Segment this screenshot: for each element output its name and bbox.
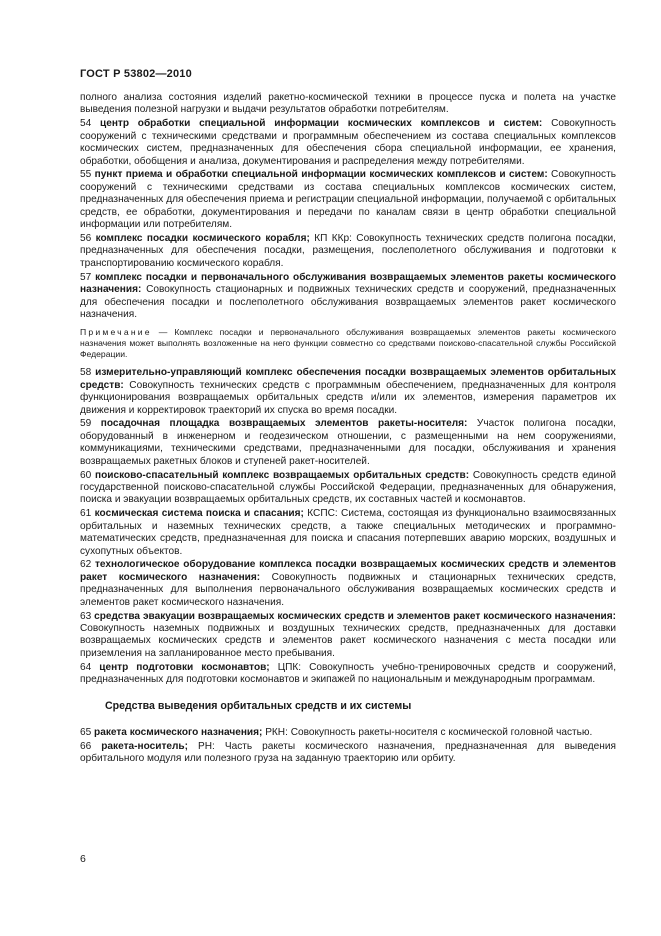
note-paragraph (80, 327, 616, 360)
term-name: измерительно-управляющий комплекс обеспечения посадки возвращаемых элементов орбитальных средств: (80, 367, 616, 391)
term-number: 60 (80, 469, 92, 481)
term-definition: Совокупность средств единой государственной поисково-спасательной службы Российской Федерации, предназначенных для обнаружения, поиска и эвакуации возвращаемых орбитальных средств, их составных частей и космонавтов. (80, 469, 616, 506)
term-entry-64 (80, 662, 616, 687)
term-entry-59 (80, 418, 616, 468)
term-name: ракета космического назначения; (94, 726, 263, 738)
continuation-paragraph: полного анализа состояния изделий ракетно-космической техники в процессе пуска и полета на участке выведения полезной нагрузки и выдачи результатов обработки потребителям. (80, 92, 616, 116)
term-number: 56 (80, 232, 92, 244)
note-text: — Комплекс посадки и первоначального обслуживания возвращаемых элементов ракеты космического назначения может выполнять возложенные на него функции совместно со средствами поисково-спасательной службы Российской Федерации. (80, 327, 616, 360)
term-definition: Совокупность стационарных и подвижных технических средств и сооружений, предназначенных для обеспечения посадки и послеполетного обслуживания возвращаемых элементов ракет космического назначения. (80, 284, 616, 320)
term-definition: Совокупность наземных подвижных и воздушных технических средств, предназначенных для доставки возвращаемых космических средств и элементов ракет космического назначения с места посадки или приземления на запланированное место пребывания. (80, 622, 616, 659)
term-definition: КСПС: Система, состоящая из функционально взаимосвязанных орбитальных и наземных технических средств, а также специальных методических и программно-математических средств, предназначенная для поиска и спасания потерпевших аварию морских, воздушных и сухопутных объектов. (80, 508, 616, 557)
term-number: 59 (80, 418, 92, 430)
term-name: центр подготовки космонавтов; (99, 661, 270, 673)
term-name: технологическое оборудование комплекса посадки возвращаемых космических средств и элементов ракет космического назначения: (80, 559, 616, 583)
term-definition: КП ККр: Совокупность технических средств полигона посадки, предназначенных для обеспечения посадки, размещения, послеполетного обслуживания и подготовки к транспортированию космического корабля. (80, 232, 616, 269)
document-body (80, 92, 616, 767)
term-name: посадочная площадка возвращаемых элементов ракеты-носителя: (100, 418, 468, 430)
term-entry-61 (80, 508, 616, 558)
term-entry-66 (80, 741, 616, 766)
term-definition: Совокупность сооружений с техническими средствами и программным обеспечением из состава специальных комплексов космических систем, предназначенных для обеспечения сбора специальной информации, ее хранения, обработки, обобщения и анализа, документирования и распределения между потребителями. (80, 118, 617, 167)
term-entries-group-c (80, 727, 616, 766)
term-entry-54 (80, 118, 616, 168)
term-name: поисково-спасательный комплекс возвращаемых орбитальных средств: (94, 469, 470, 481)
term-definition: Совокупность сооружений с техническими средствами из состава специальных комплексов космических систем, предназначенных для обеспечения приема и регистрации специальной информации, получаемой с орбитальных средств, ее обработки, документирования и передачи по каналам связи в центр обработки специальной информации или потребителям. (80, 169, 616, 231)
term-definition: РКН: Совокупность ракеты-носителя с космической головной частью. (265, 726, 593, 738)
term-number: 54 (80, 118, 92, 130)
term-definition: Совокупность технических средств с программным обеспечением, предназначенных для контроля функционирования возвращаемых орбитальных средств и/или их элементов, измерения параметров их движения и корректировок траекторий их спуска во время посадки. (80, 379, 616, 416)
section-title: Средства выведения орбитальных средств и их системы (105, 700, 412, 713)
term-definition: Участок полигона посадки, оборудованный в инженерном и геодезическом отношении, с размещенными на нем сооружениями, коммуникациями, техническими средствами, предназначенными для посадки, обслуживания и хранения возвращаемых ракетных блоков и ступеней ракет-носителей. (80, 418, 616, 467)
term-entry-62 (80, 559, 616, 609)
term-entry-56 (80, 233, 616, 270)
term-number: 63 (80, 610, 92, 622)
term-number: 61 (80, 508, 92, 520)
term-name: пункт приема и обработки специальной информации космических комплексов и систем: (94, 169, 548, 181)
term-entry-57 (80, 272, 616, 322)
note-label: Примечание (80, 327, 152, 338)
term-definition: Совокупность подвижных и стационарных технических средств, предназначенных для выполнения первоначального обслуживания возвращаемых космических средств и элементов ракет космического назначения. (80, 571, 616, 608)
term-name: центр обработки специальной информации космических комплексов и систем: (100, 118, 543, 130)
term-name: комплекс посадки космического корабля; (95, 232, 310, 244)
term-name: ракета-носитель; (101, 740, 188, 752)
term-definition: РН: Часть ракеты космического назначения, предназначенная для выведения орбитального модуля или полезного груза на заданную траекторию или орбиту. (80, 740, 616, 765)
term-number: 66 (80, 740, 92, 752)
term-name: комплекс посадки и первоначального обслуживания возвращаемых элементов ракеты космического назначения: (80, 271, 616, 296)
term-number: 65 (80, 726, 92, 738)
term-number: 55 (80, 169, 92, 181)
term-number: 58 (80, 367, 92, 379)
term-name: космическая система поиска и спасания; (94, 508, 304, 520)
term-number: 57 (80, 271, 92, 283)
term-entries-group-a (80, 118, 616, 321)
term-entry-65 (80, 727, 616, 739)
term-number: 64 (80, 661, 92, 673)
term-number: 62 (80, 559, 92, 571)
term-definition: ЦПК: Совокупность учебно-тренировочных средств и сооружений, предназначенных для подготовки космонавтов и экипажей по национальным и международным программам. (80, 661, 616, 686)
term-entries-group-b (80, 367, 616, 686)
page-number: 6 (80, 853, 86, 865)
term-entry-63 (80, 611, 616, 661)
document-header: ГОСТ Р 53802—2010 (80, 68, 192, 80)
term-entry-60 (80, 470, 616, 507)
term-name: средства эвакуации возвращаемых космических средств и элементов ракет космического назначения: (94, 610, 616, 622)
term-entry-58 (80, 367, 616, 417)
term-entry-55 (80, 169, 616, 231)
